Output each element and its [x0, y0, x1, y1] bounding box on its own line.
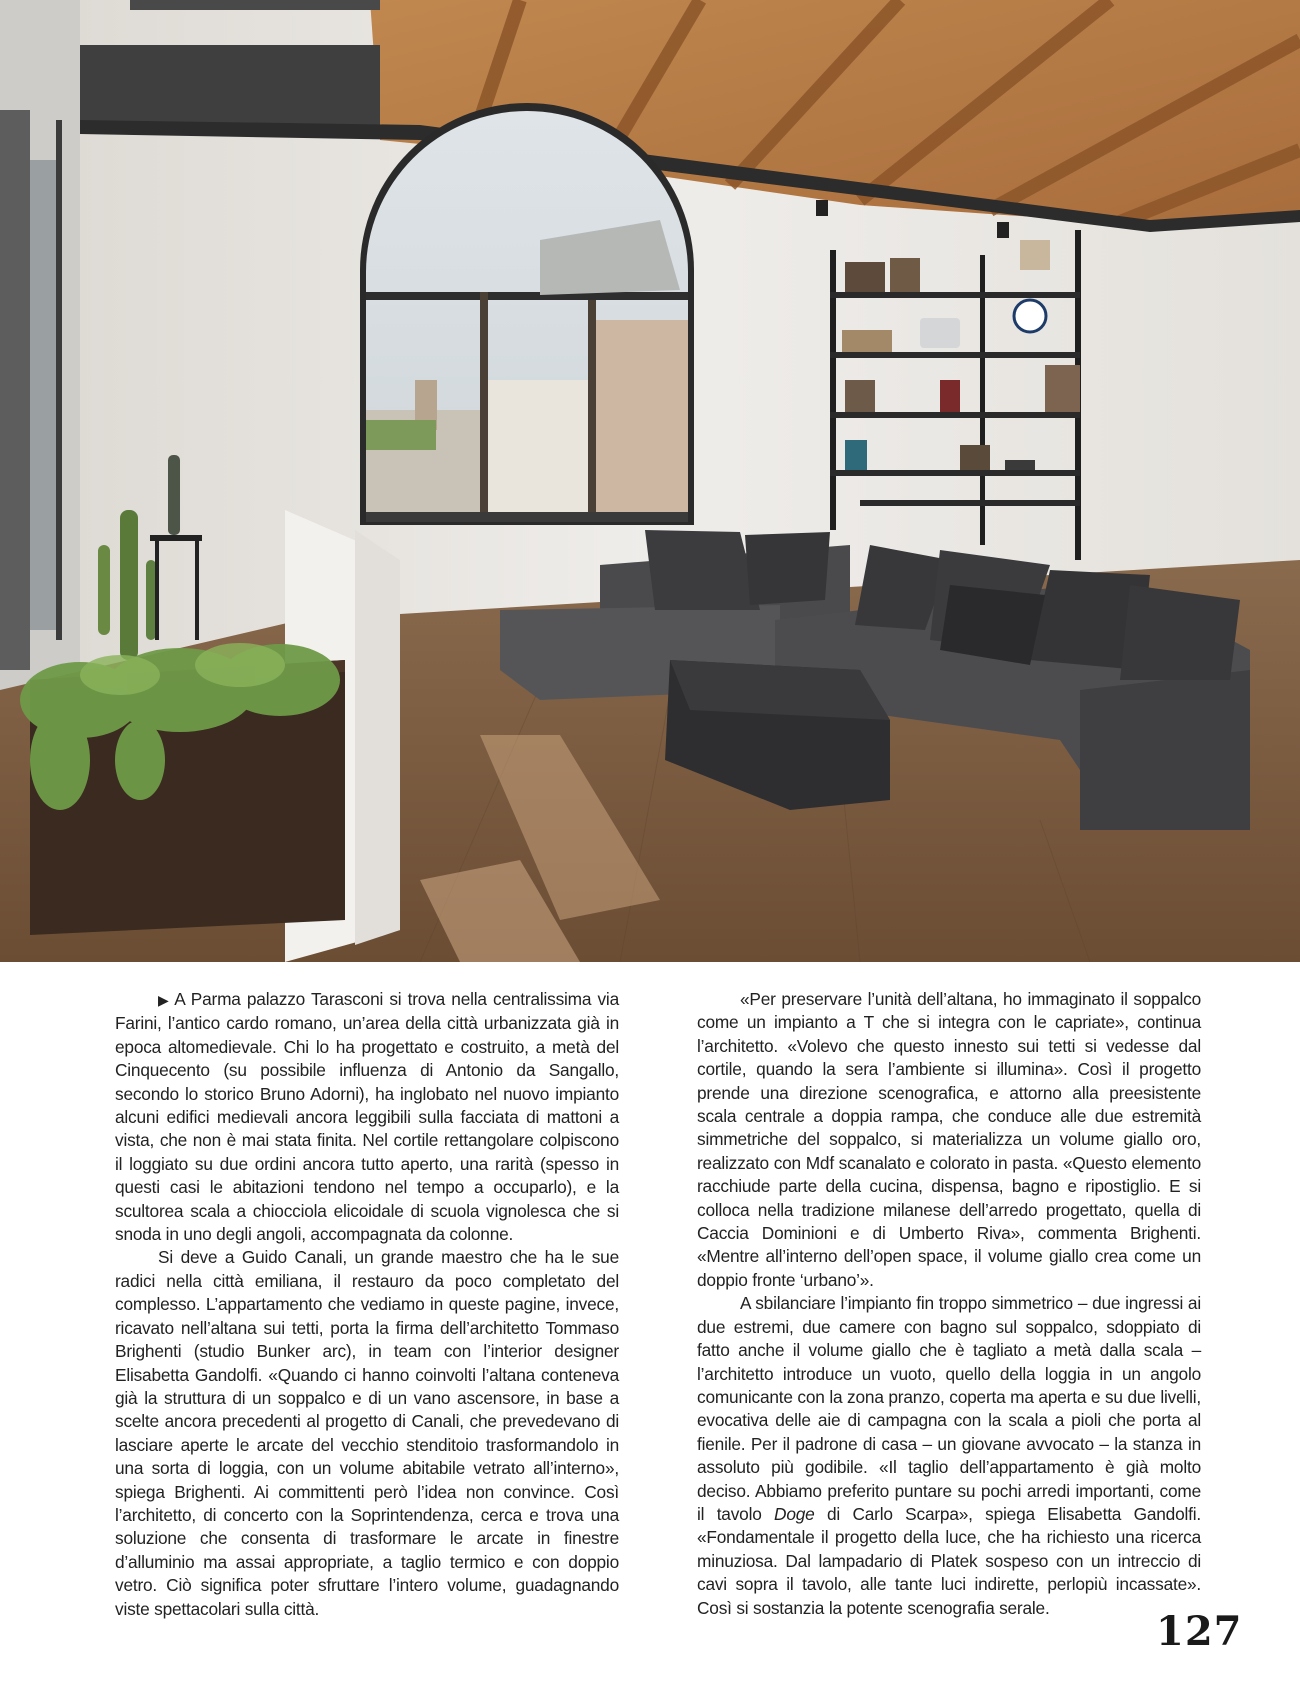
- lead-arrow-icon: ▶: [158, 992, 171, 1008]
- article-right-column: [697, 988, 1201, 1620]
- paragraph: «Per preservare l’unità dell’altana, ho immaginato il soppalco come un impianto a T che si integra con le capriate», continua l’architetto. «Volevo che questo innesto sui tetti si vedesse dal cortile, quando la sera l’ambiente si illumina». Così il progetto prende una direzione scenografica, e attorno alla preesistente scala centrale a doppia rampa, che conduce alle due estremità simmetriche del soppalco, si materializza un volume giallo oro, realizzato con Mdf scanalato e colorato in pasta. «Questo elemento racchiude parte della cucina, dispensa, bagno e ripostiglio. E si colloca nella tradizione milanese dell’arredo progettato, quella di Caccia Dominioni e di Umberto Riva», commenta Brighenti. «Mentre all’interno dell’open space, il volume giallo crea come un doppio fronte ‘urbano’».: [697, 989, 1201, 1290]
- steel-beam: [80, 45, 380, 125]
- paragraph: Si deve a Guido Canali, un grande maestro che ha le sue radici nella città emiliana, il restauro da poco completato del complesso. L’appartamento che vediamo in queste pagine, invece, ricavato nell’altana sui tetti, porta la firma dell’architetto Tommaso Brighenti (studio Bunker arc), in team con l’interior designer Elisabetta Gandolfi. «Quando ci hanno coinvolti l’altana conteneva già la struttura di un soppalco e di un vano ascensore, in base a scelte ancora precedenti al progetto di Canali, che prevedevano di lasciare aperte le arcate del vecchio stenditoio trasformandolo in una sorta di loggia, con un volume abitabile vetrato all’interno», spiega Brighenti. Ai committenti però l’idea non convince. Così l’architetto, di concerto con la Soprintendenza, cerca e trova una soluzione che consenta di trasformare le arcate in finestre d’alluminio ma assai appropriate, a taglio termico e con doppio vetro. Ciò significa poter sfruttare l’intero volume, guadagnando viste spettacolari sulla città.: [115, 1247, 619, 1619]
- paragraph-text: di Carlo Scarpa», spiega Elisabetta Gandolfi. «Fondamentale il progetto della luce, che ha richiesto una ricerca minuziosa. Dal lampadario di Platek sospeso con un intreccio di cavi sopra il tavolo, alle tante luci indirette, perlopiù incassate». Così si sostanzia la potente scenografia serale.: [697, 1503, 1201, 1618]
- article-left-column: [115, 988, 619, 1621]
- arched-window: [360, 103, 694, 525]
- paragraph: [115, 988, 619, 1246]
- paragraph-text: A sbilanciare l’impianto fin troppo simmetrico – due ingressi ai due estremi, due camere con bagno sul soppalco, sdoppiato di fatto anche il volume giallo che è tagliato a metà dalla scala – l’architetto introduce un vuoto, quello della loggia in un angolo comunicante con la zona pranzo, coperta ma aperta e su due livelli, evocativa delle aie di campagna con la scala a pioli che porta al fienile. Per il padrone di casa – un giovane avvocato – la stanza in assoluto più godibile. «Il taglio dell’appartamento è già molto deciso. Abbiamo preferito puntare su pochi arredi importanti, come il tavolo: [697, 1293, 1201, 1524]
- paragraph: [697, 1292, 1201, 1620]
- page-number: 127: [1156, 1608, 1243, 1655]
- italic-title: Doge: [774, 1503, 815, 1524]
- paragraph-text: A Parma palazzo Tarasconi si trova nella centralissima via Farini, l’antico cardo romano, un’area della città urbanizzata già in epoca altomedievale. Chi lo ha progettato e costruito, a metà del Cinquecento (su possibile influenza di Antonio da Sangallo, secondo lo storico Bruno Adorni), ha inglobato nel nuovo impianto alcuni edifici medievali ancora leggibili sulla facciata di mattoni a vista, che non è mai stata finita. Nel cortile rettangolare colpiscono il loggiato su due ordini ancora tutto aperto, una rarità (spesso in questi casi le abitazioni tendono nel tempo a occuparlo), e la scultorea scala a chiocciola elicoidale di scuola vignolesca che si snoda in uno degli angoli, accompagnata da colonne.: [115, 989, 619, 1245]
